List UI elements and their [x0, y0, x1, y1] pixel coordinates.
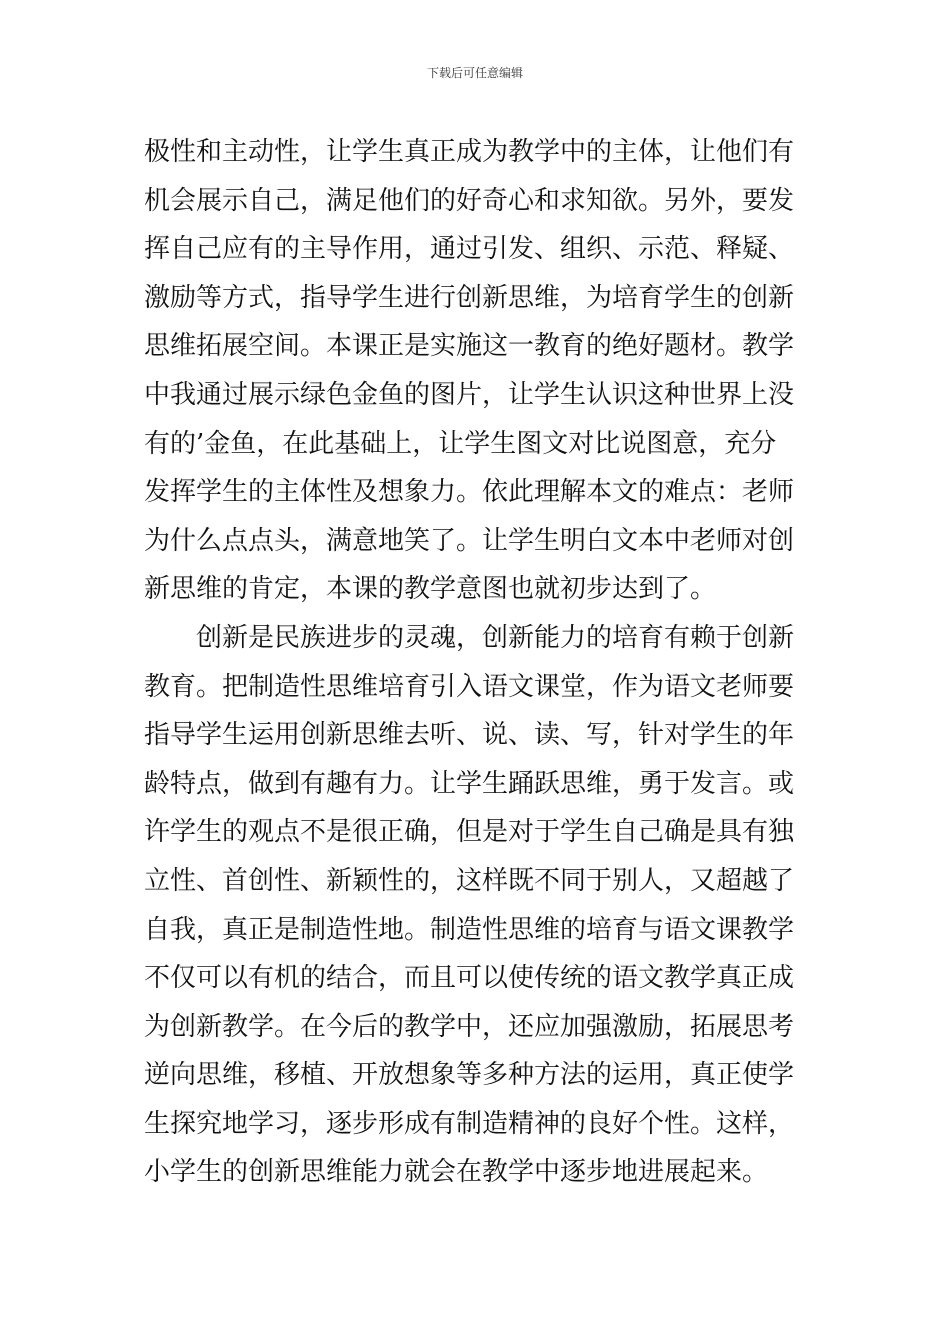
body-text — [144, 128, 814, 1197]
text-line: 指导学生运用创新思维去听、说、读、写，针对学生的年 — [144, 720, 795, 751]
paragraph-start-line: 创新是民族进步的灵魂，创新能力的培育有赖于创新 — [196, 622, 795, 653]
text-line: 不仅可以有机的结合，而且可以使传统的语文教学真正成 — [144, 963, 795, 994]
text-line: 龄特点，做到有趣有力。让学生踊跃思维，勇于发言。或 — [144, 768, 795, 799]
text-line: 为创新教学。在今后的教学中，还应加强激励，拓展思考 — [144, 1011, 795, 1042]
text-line: 发挥学生的主体性及想象力。依此理解本文的难点：老师 — [144, 477, 795, 508]
text-line: 极性和主动性，让学生真正成为教学中的主体，让他们有 — [144, 137, 795, 167]
text-line: 许学生的观点不是很正确，但是对于学生自己确是具有独 — [144, 817, 795, 848]
text-line: 教育。把制造性思维培育引入语文课堂，作为语文老师要 — [144, 671, 795, 702]
text-line: 激励等方式，指导学生进行创新思维，为培育学生的创新 — [144, 282, 795, 313]
text-line: 逆向思维，移植、开放想象等多种方法的运用，真正使学 — [144, 1060, 795, 1091]
text-line: 新思维的肯定，本课的教学意图也就初步达到了。 — [144, 574, 717, 605]
text-line: 生探究地学习，逐步形成有制造精神的良好个性。这样， — [144, 1108, 795, 1139]
text-line: 挥自己应有的主导作用，通过引发、组织、示范、释疑、 — [144, 234, 795, 265]
text-line: 机会展示自己，满足他们的好奇心和求知欲。另外，要发 — [144, 185, 795, 216]
text-line: 为什么点点头，满意地笑了。让学生明白文本中老师对创 — [144, 525, 795, 556]
text-line: 自我，真正是制造性地。制造性思维的培育与语文课教学 — [144, 914, 795, 945]
text-line: 思维拓展空间。本课正是实施这一教育的绝好题材。教学 — [144, 331, 795, 362]
text-line: 中我通过展示绿色金鱼的图片，让学生认识这种世界上没 — [144, 379, 795, 410]
text-line: 有的’金鱼，在此基础上，让学生图文对比说图意，充分 — [144, 428, 777, 459]
page-header: 下载后可任意编辑 — [426, 66, 523, 80]
text-line: 立性、首创性、新颖性的，这样既不同于别人，又超越了 — [144, 865, 795, 896]
text-line: 小学生的创新思维能力就会在教学中逐步地进展起来。 — [144, 1157, 769, 1188]
